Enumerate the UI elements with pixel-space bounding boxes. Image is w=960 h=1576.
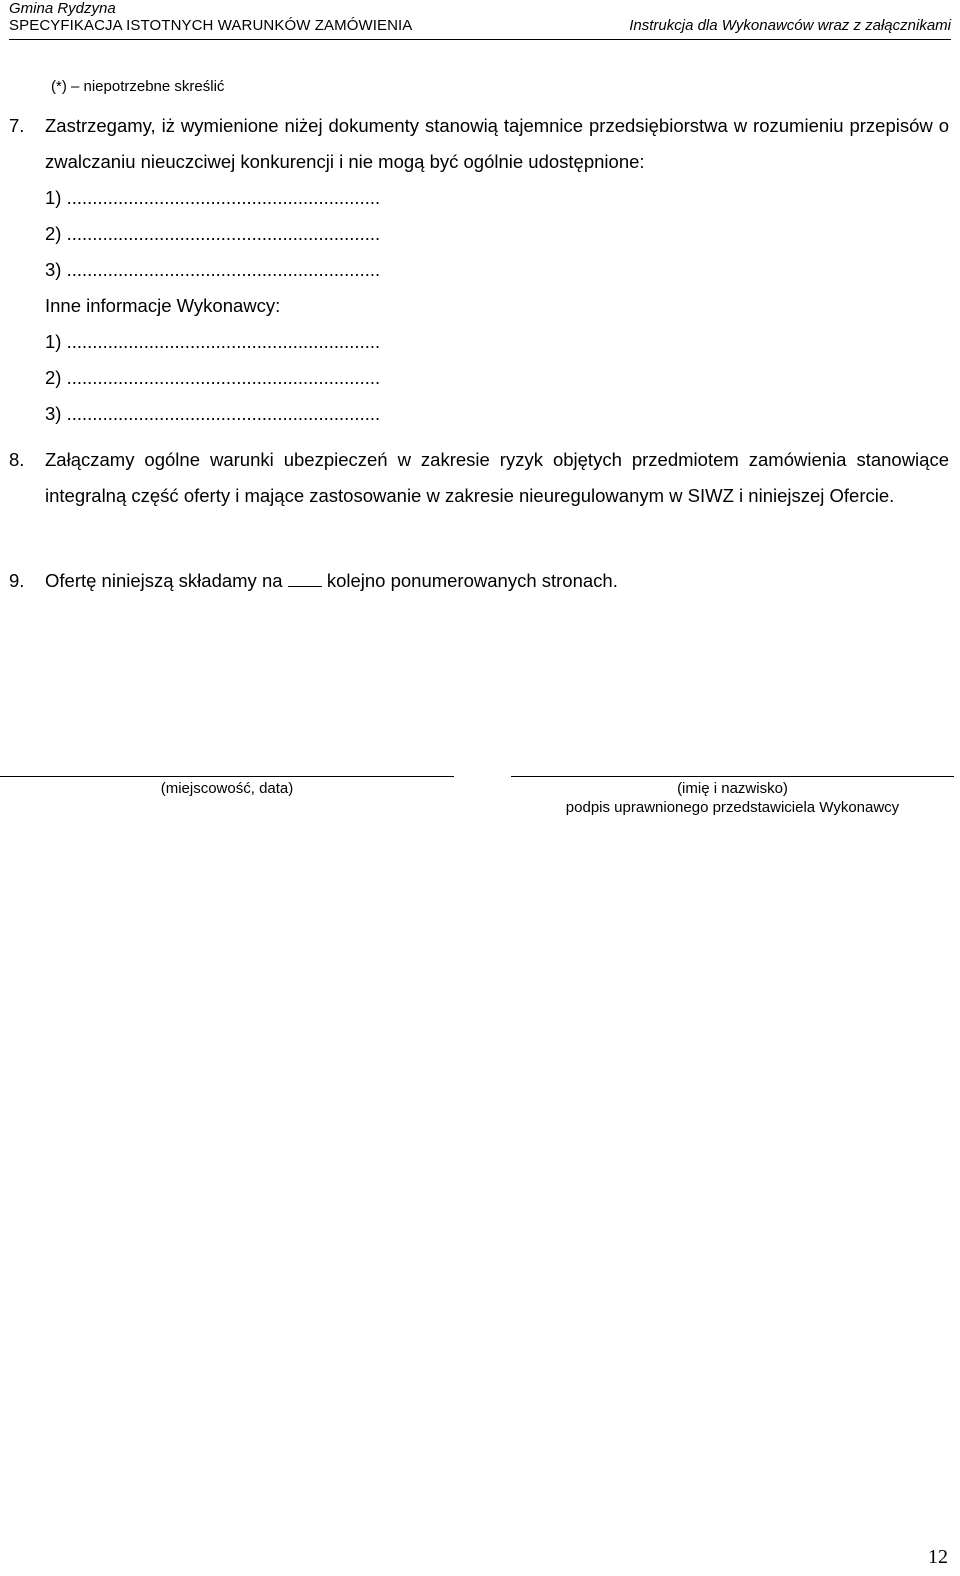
document-subtitle: Instrukcja dla Wykonawców wraz z załącznikami bbox=[629, 17, 951, 34]
place-date-signature bbox=[0, 776, 454, 798]
item-number: 8. bbox=[9, 449, 25, 470]
item-number: 9. bbox=[9, 570, 25, 591]
item-7 bbox=[9, 108, 949, 432]
other-info-line-3: 3) ............................................................. bbox=[45, 403, 381, 424]
page-count-blank[interactable] bbox=[288, 570, 322, 587]
place-date-caption: (miejscowość, data) bbox=[160, 780, 294, 797]
item-7-text: Zastrzegamy, iż wymienione niżej dokumenty stanowią tajemnice przedsiębiorstwa w rozumieniu przepisów o zwalczaniu nieuczciwej konkurencji i nie mogą być ogólnie udostępnione: bbox=[45, 115, 949, 172]
page-number: 12 bbox=[928, 1546, 948, 1568]
item-number: 7. bbox=[9, 115, 25, 136]
signature-line bbox=[511, 776, 954, 777]
item-9 bbox=[9, 563, 949, 599]
item-8 bbox=[9, 442, 949, 514]
other-info-line-2: 2) ............................................................. bbox=[45, 367, 381, 388]
name-caption: (imię i nazwisko) bbox=[677, 780, 788, 797]
item-9-text-after: kolejno ponumerowanych stronach. bbox=[326, 570, 618, 591]
item-8-text: Załączamy ogólne warunki ubezpieczeń w zakresie ryzyk objętych przedmiotem zamówienia stanowiące integralną część oferty i mające zastosowanie w zakresie nieuregulowanym w SIWZ i niniejszej Ofercie. bbox=[45, 449, 949, 506]
item-9-text-before: Ofertę niniejszą składamy na bbox=[45, 570, 283, 591]
footnote-strike: (*) – niepotrzebne skreślić bbox=[51, 78, 225, 95]
page-header bbox=[9, 0, 951, 40]
organization-name: Gmina Rydzyna bbox=[9, 0, 116, 17]
signature-caption: podpis uprawnionego przedstawiciela Wykonawcy bbox=[565, 799, 900, 816]
confidential-doc-line-3: 3) ............................................................. bbox=[45, 259, 381, 280]
document-title: SPECYFIKACJA ISTOTNYCH WARUNKÓW ZAMÓWIENIA bbox=[9, 17, 413, 34]
signature-line bbox=[0, 776, 454, 777]
confidential-doc-line-2: 2) ............................................................. bbox=[45, 223, 381, 244]
other-info-heading: Inne informacje Wykonawcy: bbox=[45, 295, 281, 316]
confidential-doc-line-1: 1) ............................................................. bbox=[45, 187, 381, 208]
other-info-line-1: 1) ............................................................. bbox=[45, 331, 381, 352]
representative-signature bbox=[511, 776, 954, 817]
